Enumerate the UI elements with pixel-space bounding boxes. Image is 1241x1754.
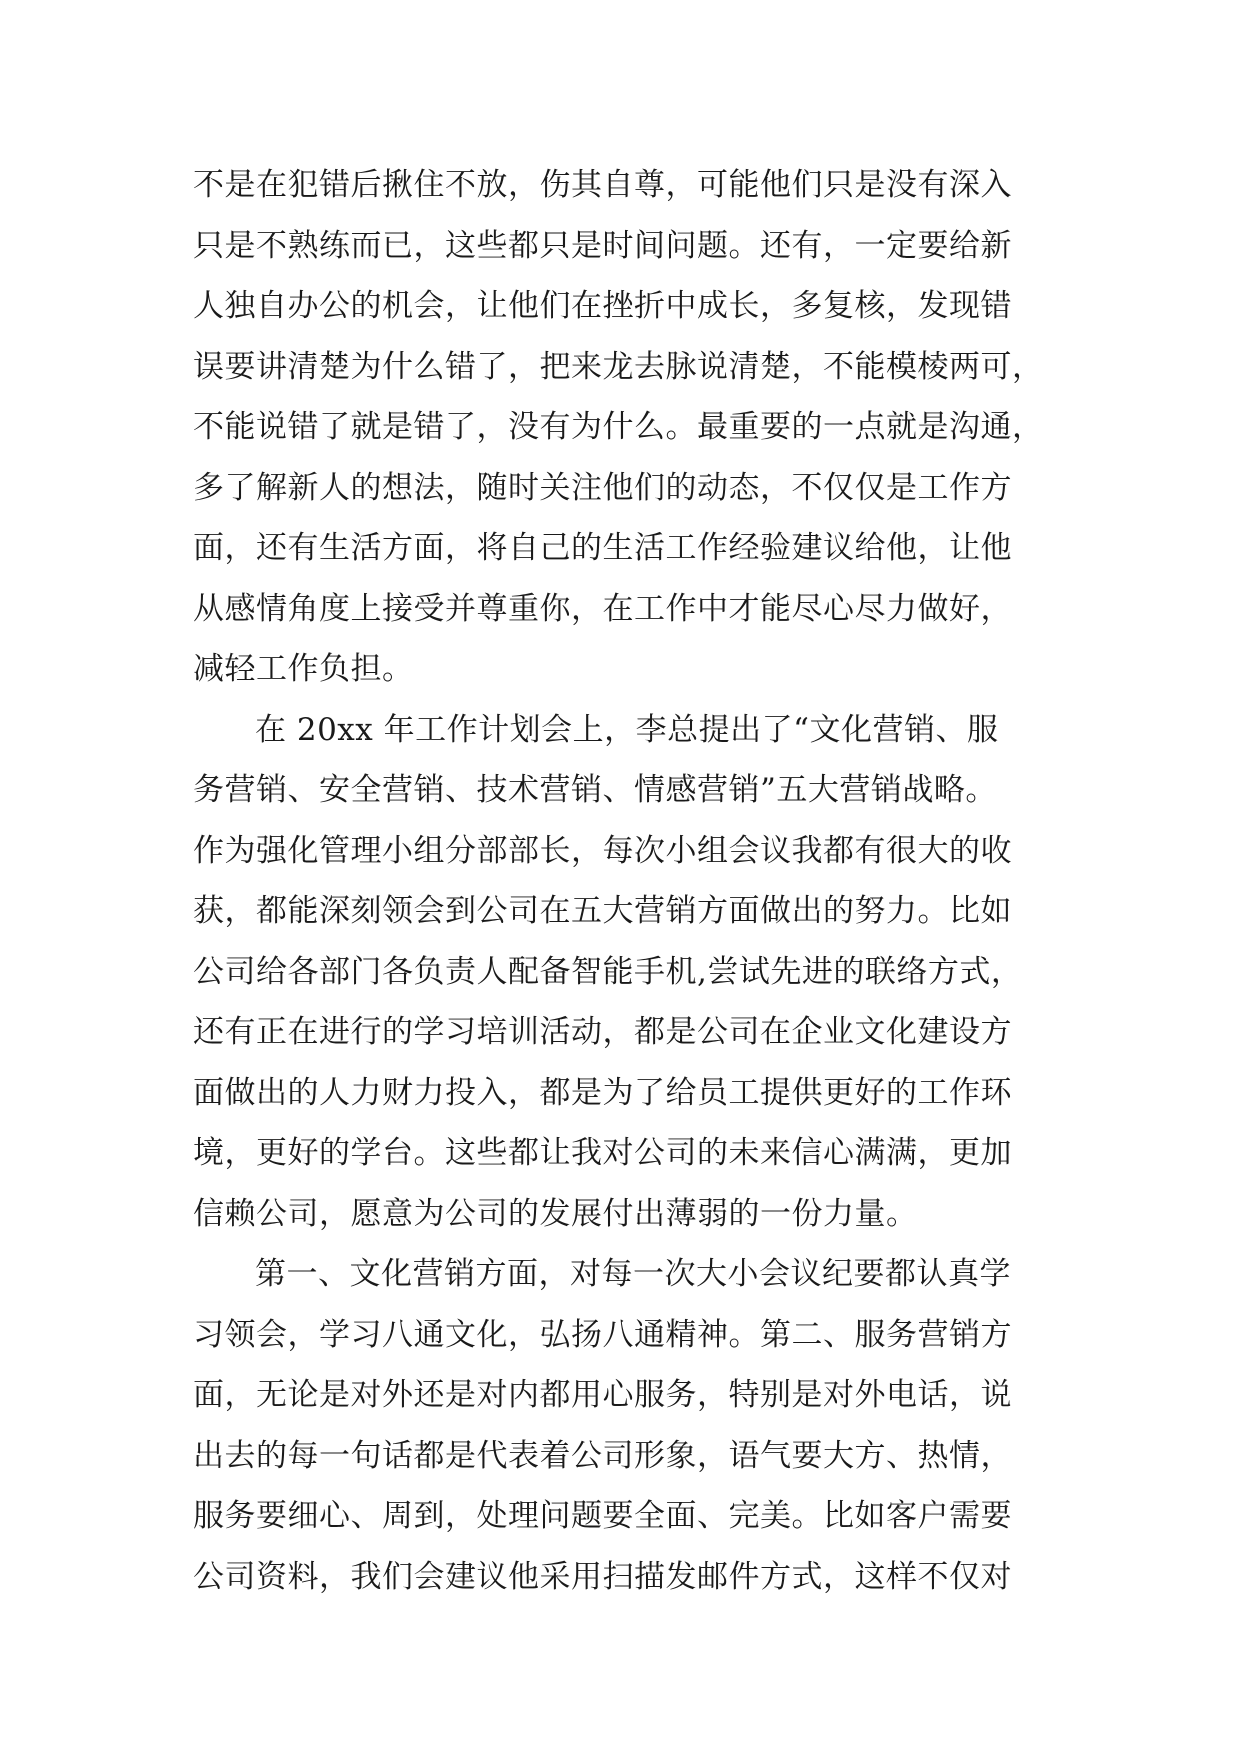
text-line: 面做出的人力财力投入，都是为了给员工提供更好的工作环 (193, 1074, 1012, 1111)
document-body (193, 155, 1073, 1607)
text-line: 获，都能深刻领会到公司在五大营销方面做出的努力。比如 (193, 893, 1012, 929)
text-line: 公司资料，我们会建议他采用扫描发邮件方式，这样不仅对 (193, 1558, 1012, 1595)
text-line: 信赖公司，愿意为公司的发展付出薄弱的一份力量。 (193, 1195, 918, 1232)
text-line: 还有正在进行的学习培训活动，都是公司在企业文化建设方 (193, 1014, 1012, 1050)
text-line: 出去的每一句话都是代表着公司形象，语气要大方、热情， (193, 1437, 1012, 1474)
text-line: 不是在犯错后揪住不放，伤其自尊，可能他们只是没有深入 (193, 167, 1012, 203)
text-line: 人独自办公的机会，让他们在挫折中成长，多复核，发现错 (193, 288, 1012, 324)
text-line: 公司给各部门各负责人配备智能手机,尝试先进的联络方式， (193, 953, 1023, 990)
text-line: 习领会，学习八通文化，弘扬八通精神。第二、服务营销方 (193, 1316, 1012, 1353)
text-line: 面，还有生活方面，将自己的生活工作经验建议给他，让他 (193, 530, 1012, 566)
text-line: 第一、文化营销方面，对每一次大小会议纪要都认真学 (255, 1256, 1011, 1292)
text-line: 误要讲清楚为什么错了，把来龙去脉说清楚，不能模棱两可， (193, 348, 1044, 385)
text-line: 务营销、安全营销、技术营销、情感营销”五大营销战略。 (193, 772, 997, 808)
text-line: 只是不熟练而已，这些都只是时间问题。还有，一定要给新 (193, 227, 1012, 264)
text-line: 服务要细心、周到，处理问题要全面、完美。比如客户需要 (193, 1498, 1012, 1534)
text-line: 多了解新人的想法，随时关注他们的动态，不仅仅是工作方 (193, 469, 1012, 506)
text-line: 不能说错了就是错了，没有为什么。最重要的一点就是沟通， (193, 409, 1044, 445)
text-line: 境，更好的学台。这些都让我对公司的未来信心满满，更加 (193, 1135, 1012, 1171)
text-line: 减轻工作负担。 (193, 651, 414, 687)
text-line: 从感情角度上接受并尊重你，在工作中才能尽心尽力做好， (193, 590, 1012, 627)
text-line: 在 20xx 年工作计划会上，李总提出了“文化营销、服 (255, 711, 999, 748)
text-line: 作为强化管理小组分部部长，每次小组会议我都有很大的收 (193, 832, 1012, 869)
text-line: 面，无论是对外还是对内都用心服务，特别是对外电话，说 (193, 1377, 1012, 1413)
